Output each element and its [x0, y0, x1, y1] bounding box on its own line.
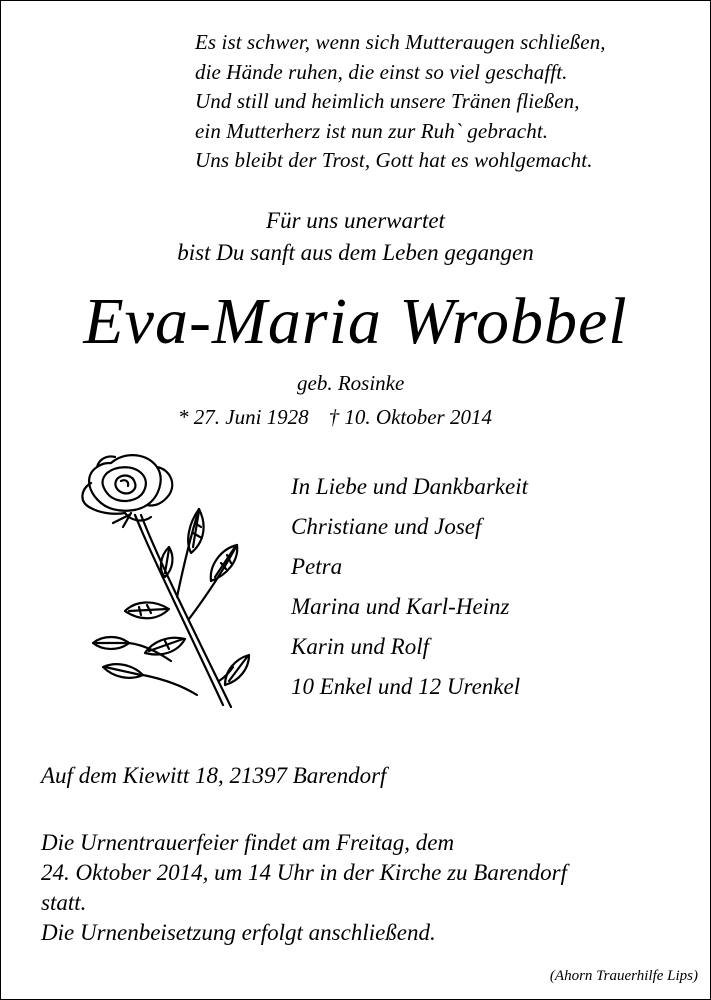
- ceremony-line: 24. Oktober 2014, um 14 Uhr in der Kirche zu Barendorf: [41, 860, 567, 885]
- ceremony-line: Die Urnentrauerfeier findet am Freitag, dem: [41, 830, 455, 855]
- intro-line: bist Du sanft aus dem Leben gegangen: [177, 240, 534, 265]
- family-line: 10 Enkel und 12 Urenkel: [291, 674, 521, 699]
- family-line: Karin und Rolf: [291, 634, 430, 659]
- poem: [195, 28, 606, 176]
- ceremony-info: [41, 828, 567, 948]
- poem-line: die Hände ruhen, die einst so viel geschafft.: [195, 59, 568, 84]
- rose-icon: [73, 449, 255, 713]
- deceased-name: Eva-Maria Wrobbel: [83, 285, 628, 358]
- family-line: Christiane und Josef: [291, 514, 482, 539]
- poem-line: Und still und heimlich unsere Tränen fließen,: [195, 89, 580, 113]
- intro-line: Für uns unerwartet: [266, 208, 445, 233]
- family-line: In Liebe und Dankbarkeit: [291, 474, 528, 499]
- life-dates: [178, 404, 492, 430]
- funeral-home-credit: (Ahorn Trauerhilfe Lips): [549, 968, 698, 984]
- address: Auf dem Kiewitt 18, 21397 Barendorf: [41, 763, 387, 788]
- poem-line: Uns bleibt der Trost, Gott hat es wohlgemacht.: [195, 148, 593, 172]
- ceremony-line: Die Urnenbeisetzung erfolgt anschließend.: [41, 920, 436, 945]
- family-line: Marina und Karl-Heinz: [291, 594, 510, 619]
- intro-text: [1, 205, 710, 269]
- poem-line: Es ist schwer, wenn sich Mutteraugen schließen,: [195, 30, 606, 54]
- ceremony-line: statt.: [41, 890, 87, 915]
- family-list: [291, 467, 528, 707]
- birth-date: * 27. Juni 1928: [178, 405, 309, 429]
- birth-name: geb. Rosinke: [297, 371, 405, 395]
- poem-line: ein Mutterherz ist nun zur Ruh` gebracht.: [195, 118, 549, 143]
- family-line: Petra: [291, 554, 343, 579]
- death-date: † 10. Oktober 2014: [328, 405, 492, 429]
